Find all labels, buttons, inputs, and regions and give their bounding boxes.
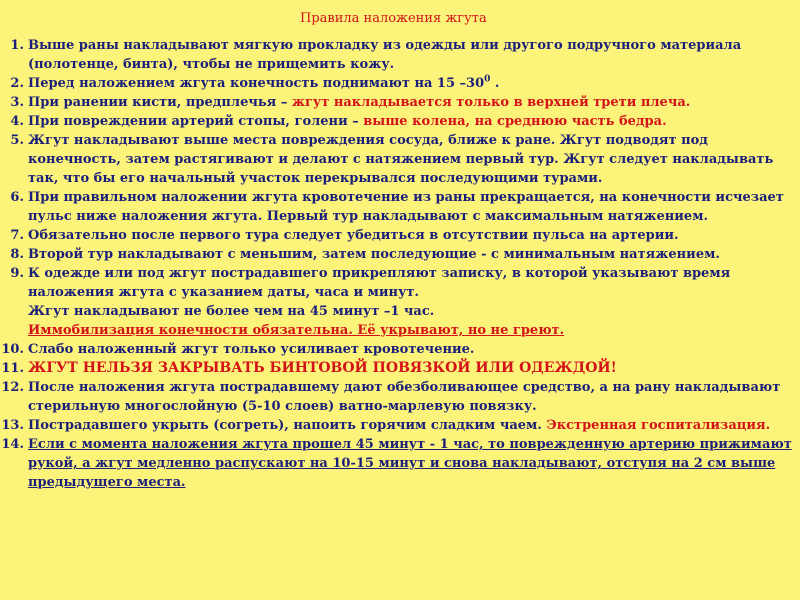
rule-item-10 xyxy=(0,340,796,359)
rule-item-6 xyxy=(0,188,796,226)
rule-number: 4. xyxy=(10,114,24,129)
rule-text: К одежде или под жгут пострадавшего прикрепляют записку, в которой указывают время наложения жгута с указанием даты, часа и минут. xyxy=(28,266,731,300)
rule-item-4 xyxy=(0,112,796,131)
rule-extra: Жгут накладывают не более чем на 45 минут –1 час. xyxy=(28,304,435,319)
rule-text: Перед наложением жгута конечность поднимают на 15 –30 xyxy=(28,76,485,91)
rule-item-11 xyxy=(0,359,796,378)
rule-underlined-text: Если с момента наложения жгута прошел 45 минут - 1 час, то поврежденную артерию прижимают рукой, а жгут медленно распускают на 10-15 минут и снова накладывают, отступя на 2 см выше предыдущего места. xyxy=(28,437,792,490)
rule-highlight: Экстренная госпитализация. xyxy=(546,418,771,433)
rule-highlight: выше колена, на среднюю часть бедра. xyxy=(363,114,667,129)
rule-item-3 xyxy=(0,93,796,112)
rule-item-9 xyxy=(0,264,796,340)
rule-number: 5. xyxy=(10,133,24,148)
rule-text-tail: . xyxy=(490,76,500,91)
rules-list xyxy=(0,36,796,492)
rule-item-7 xyxy=(0,226,796,245)
rule-warning: ЖГУТ НЕЛЬЗЯ ЗАКРЫВАТЬ БИНТОВОЙ ПОВЯЗКОЙ ИЛИ ОДЕЖДОЙ! xyxy=(28,360,617,376)
rule-item-12 xyxy=(0,378,796,416)
rule-number: 3. xyxy=(10,95,24,110)
rule-number: 12. xyxy=(1,380,24,395)
rule-number: 13. xyxy=(1,418,24,433)
rule-number: 1. xyxy=(10,38,24,53)
degree-superscript: 0 xyxy=(484,74,491,85)
rule-item-8 xyxy=(0,245,796,264)
rule-text: Пострадавшего укрыть (согреть), напоить горячим сладким чаем. xyxy=(28,418,547,433)
rule-number: 9. xyxy=(10,266,24,281)
rule-number: 14. xyxy=(1,437,24,452)
rule-number: 8. xyxy=(10,247,24,262)
rule-highlight: жгут накладывается только в верхней трети плеча. xyxy=(291,95,691,110)
rule-item-1 xyxy=(0,36,796,74)
rule-text: Жгут накладывают выше места повреждения сосуда, ближе к ране. Жгут подводят под конечность, затем растягивают и делают с натяжением первый тур. Жгут следует накладывать так, что бы его начальный участок перекрывался последующими турами. xyxy=(28,133,774,186)
rule-item-14 xyxy=(0,435,796,492)
rule-number: 10. xyxy=(1,342,24,357)
rule-text: Второй тур накладывают с меньшим, затем последующие - с минимальным натяжением. xyxy=(28,247,720,262)
rule-number: 6. xyxy=(10,190,24,205)
rule-text: Слабо наложенный жгут только усиливает кровотечение. xyxy=(28,342,475,357)
slide-title: Правила наложения жгута xyxy=(300,11,487,26)
rule-extra-highlight: Иммобилизация конечности обязательна. Её укрывают, но не греют. xyxy=(28,323,565,338)
rule-text: При правильном наложении жгута кровотечение из раны прекращается, на конечности исчезает пульс ниже наложения жгута. Первый тур накладывают с максимальным натяжением. xyxy=(28,190,784,224)
rule-item-13 xyxy=(0,416,796,435)
rule-item-5 xyxy=(0,131,796,188)
rule-number: 2. xyxy=(10,76,24,91)
rule-text: При ранении кисти, предплечья – xyxy=(28,95,292,110)
rule-text: Выше раны накладывают мягкую прокладку из одежды или другого подручного материала (полотенце, бинта), чтобы не прищемить кожу. xyxy=(28,38,742,72)
rule-text: При повреждении артерий стопы, голени – xyxy=(28,114,364,129)
rule-text: После наложения жгута пострадавшему дают обезболивающее средство, а на рану накладывают стерильную многослойную (5-10 слоев) ватно-марлевую повязку. xyxy=(28,380,781,414)
rule-number: 11. xyxy=(1,361,24,376)
rule-item-2 xyxy=(0,74,796,93)
rule-text: Обязательно после первого тура следует убедиться в отсутствии пульса на артерии. xyxy=(28,228,679,243)
rule-number: 7. xyxy=(10,228,24,243)
